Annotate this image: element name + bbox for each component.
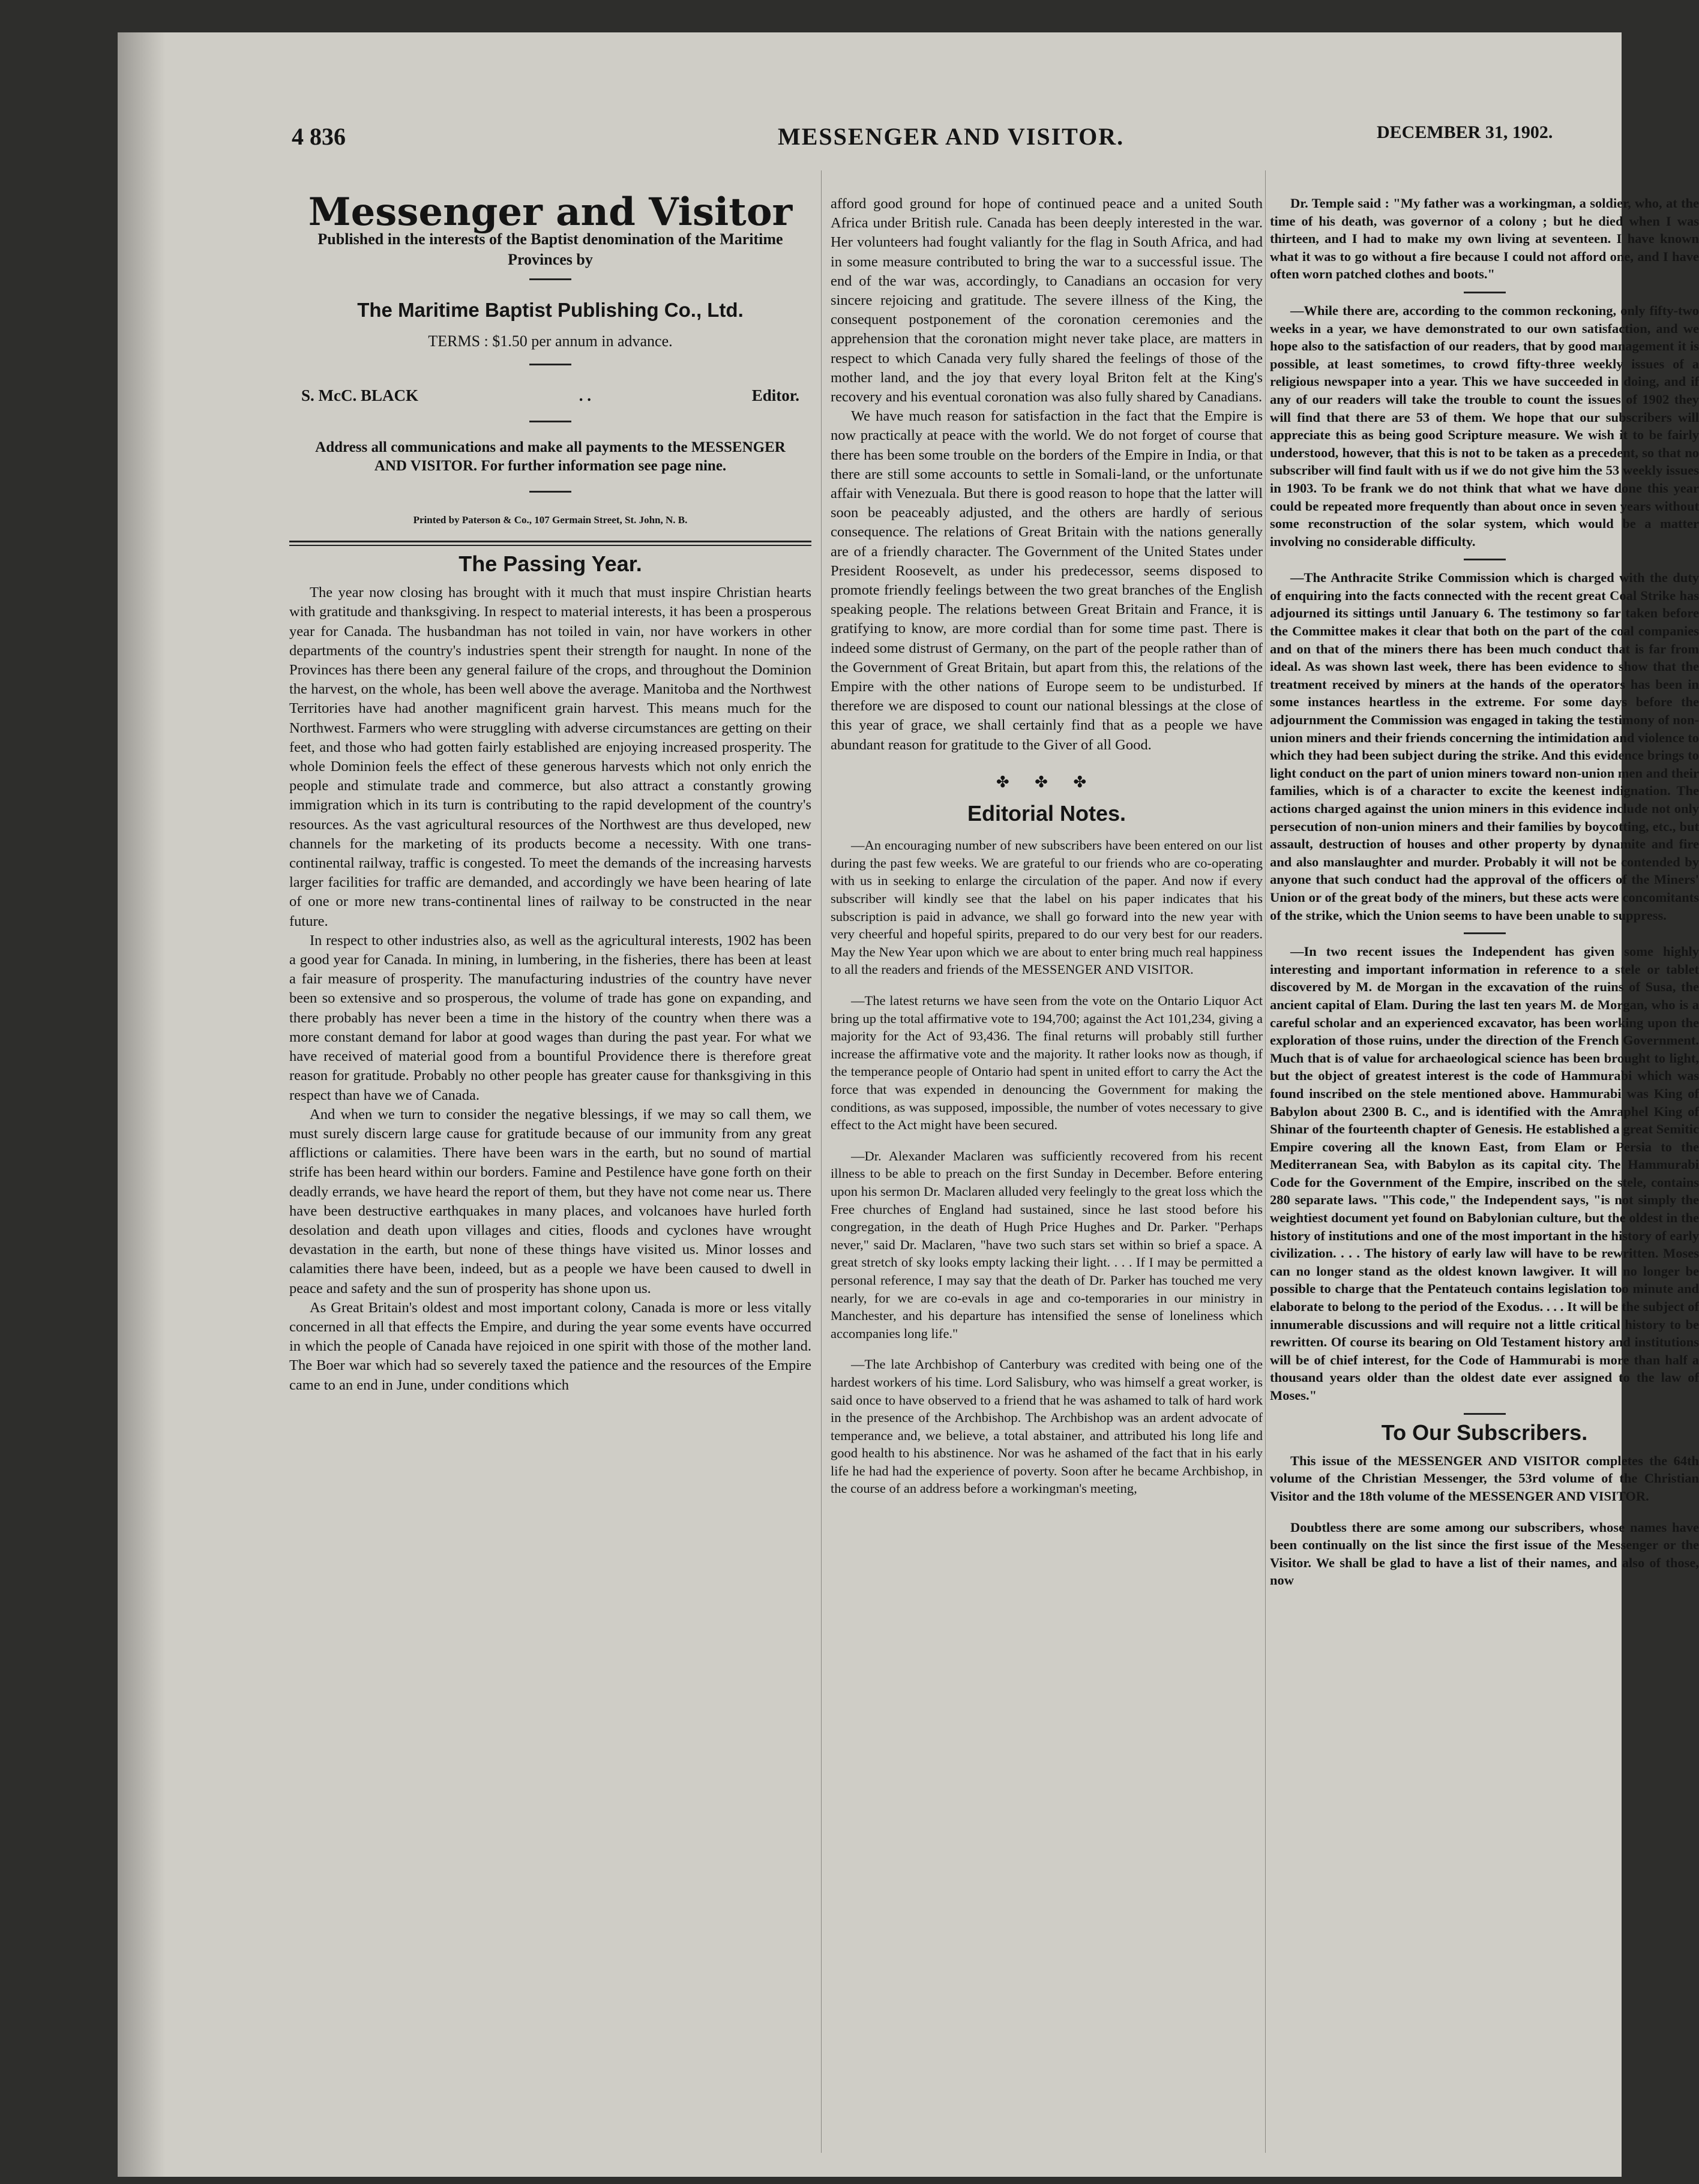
editor-line [301, 386, 799, 405]
short-rule [529, 278, 571, 280]
short-rule [1464, 932, 1506, 934]
article-paragraph: And when we turn to consider the negative blessings, if we may so call them, we must surely discern large cause for gratitude because of our immunity from any great afflictions or calamities. There have been wars in the earth, but no sound of martial strife has been heard within our borders. Famine and Pestilence have gone forth on their deadly errands, we have heard the report of them, but they have not come near us. There have been destructive earthquakes in many places, and volcanoes have hurled forth desolation and death upon villages and cities, floods and cyclones have wrought devastation in the earth, but none of these things have visited us. Minor losses and calamities there have been, indeed, but as a people we have been caused to dwell in peace and safety and the sun of prosperity has shone upon us. [289, 1106, 811, 1297]
column-3 [1270, 194, 1699, 1589]
article-paragraph: In respect to other industries also, as well as the agricultural interests, 1902 has been a good year for Canada. In mining, in lumbering, in the fisheries, there has been at least a fair measure of prosperity. The manufacturing industries of the country have never been so extensive and so prosperous, the volume of trade has gone on expanding, and there probably has never been a time in the history of the country when there was a more constant demand for labor at good wages than during the past year. For what we have received of material good from a bountiful Providence there is therefore great reason for gratitude. Probably no other people has greater cause for thanksgiving in this respect than have we of Canada. [289, 932, 811, 1103]
editorial-note: —An encouraging number of new subscribers have been entered on our list during the past few weeks. We are grateful to our friends who are co-operating with us in seeking to enlarge the circulation of the paper. And now if every subscriber will kindly see that the label on his paper indicates that his subscription is paid in advance, we shall go forward into the new year with very cheerful and hopeful spirits, prepared to do our very best for our readers. May the New Year upon which we are about to enter bring much real happiness to all the readers and friends of the MESSENGER AND VISITOR. [831, 838, 1263, 977]
article-paragraph: afford good ground for hope of continued peace and a united South Africa under British rule. Canada has been deeply interested in the war. Her volunteers had fought valiantly for the flag in South Africa, and had in some measure contributed to bring the war to a successful issue. The end of the war was, accordingly, to Canadians an occasion for very sincere rejoicing and gratitude. The severe illness of the King, the consequent postponement of the coronation ceremonies and the apprehension that the coronation might never take place, are matters in respect to which Canada very fully shared the feelings of those of the mother land, and the joy that every loyal Briton felt at the King's recovery and his eventual coronation was also fully shared by Canadians. [831, 196, 1263, 406]
short-rule [1464, 1413, 1506, 1415]
short-rule [1464, 292, 1506, 293]
column-divider [1265, 170, 1266, 2153]
column-2 [831, 194, 1263, 1498]
editorial-notes-heading: Editorial Notes. [967, 801, 1126, 826]
editorial-note: —The Anthracite Strike Commission which is charged with the duty of enquiring into the facts connected with the recent great Coal Strike has adjourned its sittings until January 6. The testimony so far taken before the Committee makes it clear that both on the part of the coal companies and on that of the miners there has been much conduct that is far from ideal. As was shown last week, there has been evidence to show that the treatment received by miners at the hands of the operators has been in some instances heartless in the extreme. For some days before the adjournment the Commission was engaged in taking the testimony of non-union miners and their friends concerning the intimidation and violence to which they had been subject during the strike. And this evidence brings to light conduct on the part of union miners toward non-union men and their families, which is of a character to excite the keenest indignation. The actions charged against the union miners in this evidence include not only persecution of non-union miners and their families by boycotting, etc., but assault, destruction of houses and other property by dynamite and fire and also manslaughter and murder. Probably it will not be contended by anyone that such conduct had the approval of the officers of the Miners' Union or of the great body of the miners, but these acts were concomitants of the strike, which the Union seems to have been unable to suppress. [1270, 570, 1699, 923]
article-paragraph: We have much reason for satisfaction in the fact that the Empire is now practically at peace with the world. We do not forget of course that there has been some trouble on the borders of the Empire in India, or that there are still some accounts to settle in Somali-land, or the unfortunate affair with Venezuala. But there is good reason to hope that the latter will soon be peaceably adjusted, and the others are hardly of serious consequence. The relations of Great Britain with the nations generally are of a friendly character. The Government of the United States under President Roosevelt, as under his predecessor, seems disposed to promote friendly feelings between the two great branches of the English speaking people. The relations between Great Britain and France, it is gratifying to know, are more cordial than for some time past. There is indeed some distrust of Germany, on the part of the people rather than of the Government of Great Britain, but apart from this, the relations of the Empire with the other nations of Europe seem to be undisturbed. If therefore we are disposed to count our national blessings at the close of this year of grace, we shall certainly find that as a people we have abundant reason for gratitude to the Giver of all Good. [831, 408, 1263, 753]
short-rule [1464, 559, 1506, 560]
subscribers-paragraph: Doubtless there are some among our subscribers, whose names have been continually on the list since the first issue of the Messenger or the Visitor. We shall be glad to have a list of their names, and also of those, now [1270, 1519, 1699, 1588]
short-rule [529, 491, 571, 493]
editorial-note: —In two recent issues the Independent has given some highly interesting and important information in reference to a stele or tablet discovered by M. de Morgan in the excavation of the ruins of Susa, the ancient capital of Elam. During the last ten years M. de Morgan, who is a careful scholar and an experienced excavator, has been working upon the exploration of those ruins, under the direction of the French Government. Much that is of value for archaeological science has been brought to light, but the object of greatest interest is the code of Hammurabi which was found inscribed on the stele mentioned above. Hammurabi was King of Babylon about 2300 B. C., and is identified with the Amraphel King of Shinar of the fourteenth chapter of Genesis. He established a great Semitic Empire covering all the known East, from Elam or Persia to the Mediterranean Sea, with Babylon as its capital city. The Hammurabi Code for the Government of the Empire, inscribed on the stele, contains 280 separate laws. "This code," the Independent says, "is not simply the weightiest document yet found on Babylonian culture, but the oldest in the history of institutions and one of the most important in the history of early civilization. . . . The history of early law will have to be rewritten. Moses can no longer stand as the oldest known lawgiver. It will no longer be possible to charge that the Pentateuch contains legislation too minute and elaborate to belong to the period of the Exodus. . . . It will be the subject of innumerable discussions and will require not a little critical history to be rewritten. Of course its bearing on Old Testament history and institutions will be of chief interest, for the Code of Hammurabi is more than half a thousand years older than the oldest date ever assigned to the law of Moses." [1270, 944, 1699, 1403]
printer-credit: Printed by Paterson & Co., 107 Germain Street, St. John, N. B. [413, 514, 688, 526]
article-paragraph: As Great Britain's oldest and most important colony, Canada is more or less vitally concerned in all that effects the Empire, and during the year some events have occurred in which the people of Canada have rejoiced in one spirit with those of the mother land. The Boer war which had so severely taxed the patience and the resources of the Empire came to an end in June, under conditions which [289, 1299, 811, 1393]
subscribers-heading: To Our Subscribers. [1381, 1420, 1588, 1445]
newspaper-page [118, 32, 1699, 2177]
section-ornament: ✤ ✤ ✤ [996, 773, 1098, 791]
short-rule [529, 421, 571, 422]
issue-date: DECEMBER 31, 1902. [1377, 122, 1553, 142]
double-rule [289, 541, 811, 546]
column-divider [821, 170, 822, 2153]
editorial-note: —The latest returns we have seen from the vote on the Ontario Liquor Act bring up the total affirmative vote to 194,700; against the Act 101,234, giving a majority for the Act of 93,436. The final returns will probably still further increase the affirmative vote and the majority. It rather looks now as though, if the temperance people of Ontario had spent in united effort to carry the Act the force that was expended in denouncing the Government for making the conditions, as was supposed, impossible, the number of votes necessary to give effect to the Act might have been secured. [831, 993, 1263, 1133]
address-notice: Address all communications and make all payments to the MESSENGER AND VISITOR. For further information see page nine. [315, 439, 786, 474]
editor-dots: . . [579, 386, 591, 404]
article-paragraph: The year now closing has brought with it much that must inspire Christian hearts with gratitude and thanksgiving. In respect to material interests, it has been a prosperous year for Canada. The husbandman has not toiled in vain, nor have workers in other departments of the country's industries spent their strength for naught. In none of the Provinces has there been any general failure of the crops, and throughout the Dominion the harvest, on the whole, has been well above the average. Manitoba and the Northwest Territories have had another magnificent grain harvest. This means much for the Northwest. Farmers who were struggling with adverse circumstances are getting on their feet, and those who had gotten fairly established are enjoying increased prosperity. The whole Dominion feels the effect of these generous harvests which not only enrich the people and stimulate trade and commerce, but also attract a constantly growing immigration which in its turn is contributing to the rapid development of the country's resources. As the vast agricultural resources of the Northwest are thus developed, new channels for the marketing of its products become a necessity. With one trans-continental railway, traffic is congested. To meet the demands of the increasing harvests larger facilities for traffic are demanded, and accordingly we have been hearing of late of one or more new trans-continental lines of railway to be constructed in the near future. [289, 584, 811, 929]
subscription-terms: TERMS : $1.50 per annum in advance. [428, 332, 673, 350]
editor-name: S. McC. BLACK [301, 386, 418, 404]
editorial-note: —The late Archbishop of Canterbury was credited with being one of the hardest workers of his time. Lord Salisbury, who was himself a great worker, is said once to have observed to a friend that he was ashamed to talk of hard work in the presence of the Archbishop. The Archbishop was an ardent advocate of temperance and, we believe, a total abstainer, and attributed his long life and good health to his abstinence. Nor was he ashamed of the fact that in his early life he had had the experience of poverty. Soon after he became Archbishop, in the course of an address before a workingman's meeting, [831, 1357, 1263, 1496]
editorial-note: —Dr. Alexander Maclaren was sufficiently recovered from his recent illness to be able to preach on the first Sunday in December. Before entering upon his sermon Dr. Maclaren alluded very feelingly to the great loss which the Free churches of England had sustained, since he last stood before his congregation, in the death of Hugh Price Hughes and Dr. Parker. "Perhaps never," said Dr. Maclaren, "have two such stars set within so brief a space. A great stretch of sky looks empty lacking their light. . . . If I may be permitted a personal reference, I may say that the death of Dr. Parker has touched me very nearly, for we are co-evals in age and co-temporaries in our ministry in Manchester, and his departure has intensified the sense of loneliness which accompanies long life." [831, 1148, 1263, 1341]
masthead-title: Messenger and Visitor [308, 190, 793, 235]
running-title: MESSENGER AND VISITOR. [778, 123, 1125, 150]
page-edge-shadow [118, 32, 166, 2177]
subscribers-paragraph: This issue of the MESSENGER AND VISITOR completes the 64th volume of the Christian Messenger, the 53rd volume of the Christian Visitor and the 18th volume of the MESSENGER AND VISITOR. [1270, 1453, 1699, 1504]
editorial-note: Dr. Temple said : "My father was a workingman, a soldier, who, at the time of his death, was governor of a colony ; but he died when I was thirteen, and I had to make my own living at seventeen. I have known what it was to go without a fire because I could not afford one, and I have often worn patched clothes and boots." [1270, 196, 1699, 282]
masthead-subtitle: Published in the interests of the Baptist denomination of the Maritime Provinces by [317, 230, 783, 269]
editor-title: Editor. [751, 386, 799, 404]
short-rule [529, 364, 571, 365]
editorial-note: —While there are, according to the common reckoning, only fifty-two weeks in a year, we have demonstrated to our own satisfaction, and we hope also to the satisfaction of our readers, that by good management it is possible, at least sometimes, to crowd fifty-three weekly issues of a religious newspaper into a year. This we have succeeded in doing, and if any of our readers will take the trouble to count the issues of 1902 they will find that there are 53 of them. We hope that our subscribers will appreciate this as being good Scripture measure. We wish it to be fairly understood, however, that this is not to be taken as a precedent, so that no subscriber will find fault with us if we do not give him the 53 weekly issues in 1903. To be frank we do not think that what we have done this year could be repeated more frequently than about once in seven years without some reconstruction of the solar system, which would be a matter involving no considerable difficulty. [1270, 302, 1699, 549]
passing-year-heading: The Passing Year. [459, 551, 642, 577]
column-1 [289, 188, 811, 1395]
publisher-name: The Maritime Baptist Publishing Co., Ltd. [357, 299, 744, 322]
page-number: 4 836 [292, 123, 346, 150]
